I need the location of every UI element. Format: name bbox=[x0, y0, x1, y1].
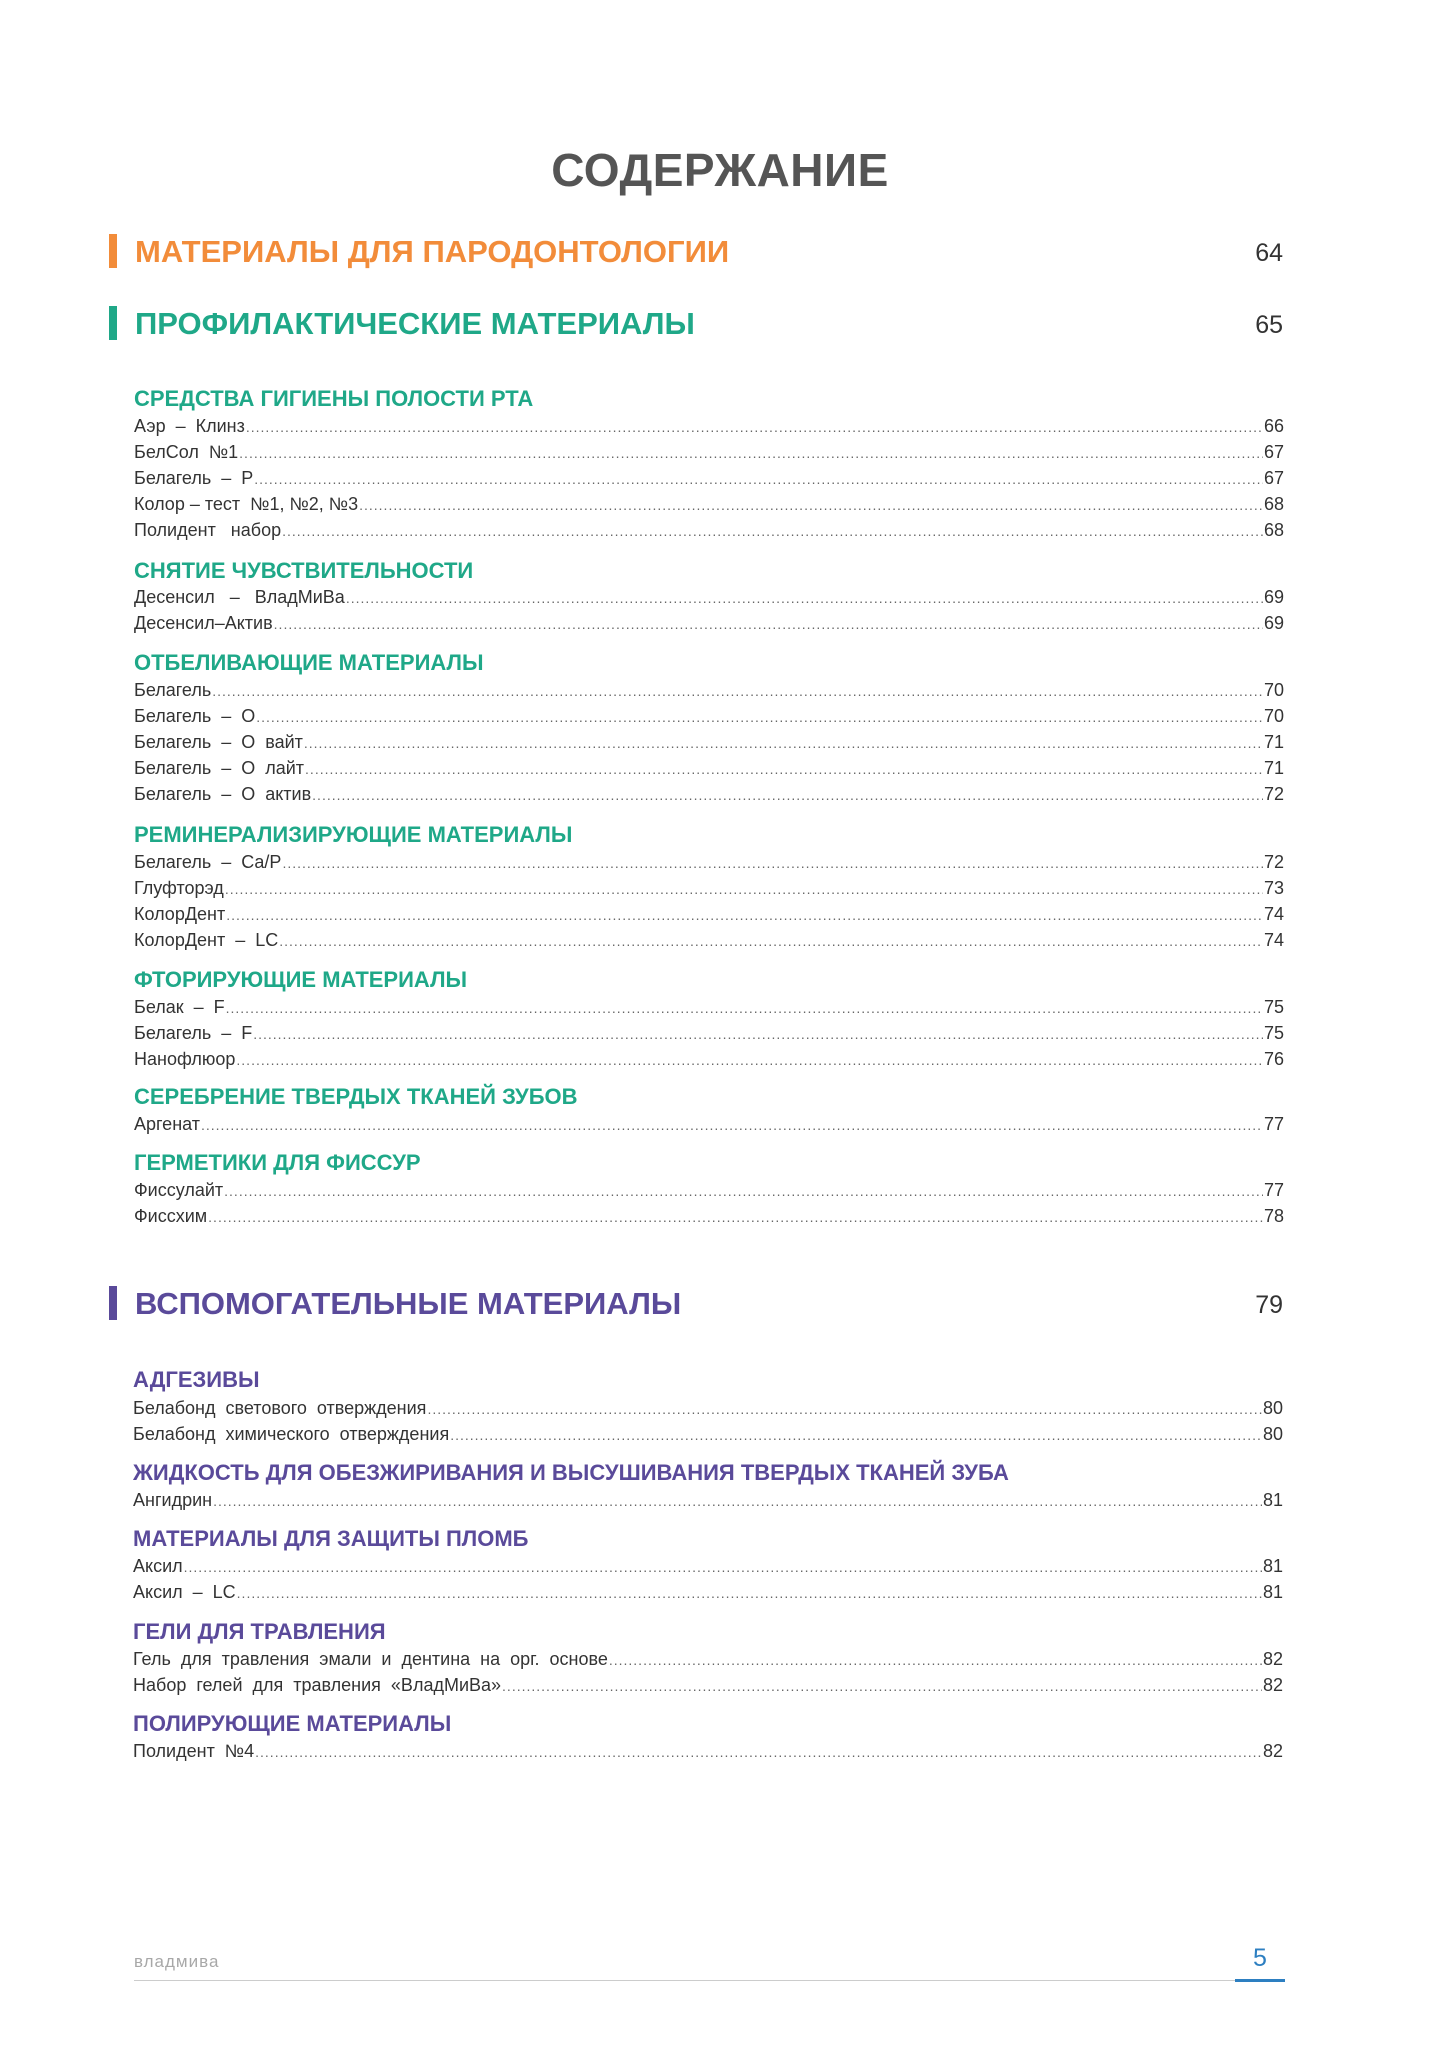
subsection-title: РЕМИНЕРАЛИЗИРУЮЩИЕ МАТЕРИАЛЫ bbox=[134, 822, 573, 847]
dot-leader bbox=[305, 757, 1263, 781]
toc-entry-page: 71 bbox=[1263, 732, 1284, 752]
toc-entry-page: 74 bbox=[1263, 904, 1284, 924]
toc-entry-label: Фиссхим bbox=[134, 1206, 208, 1226]
toc-entry-label: Аэр – Клинз bbox=[134, 416, 245, 436]
toc-entry[interactable] bbox=[134, 850, 1284, 874]
dot-leader bbox=[246, 415, 1263, 439]
toc-entry[interactable] bbox=[134, 756, 1284, 780]
toc-entry[interactable] bbox=[133, 1488, 1283, 1512]
toc-entry-page: 82 bbox=[1262, 1675, 1283, 1695]
dot-leader bbox=[253, 1022, 1263, 1046]
toc-entry-label: Нанофлюор bbox=[134, 1049, 236, 1069]
toc-entry[interactable] bbox=[134, 1021, 1284, 1045]
dot-leader bbox=[212, 679, 1263, 703]
toc-entry-label: БелСол №1 bbox=[134, 442, 239, 462]
toc-entry[interactable] bbox=[134, 611, 1284, 635]
dot-leader bbox=[226, 996, 1263, 1020]
toc-entry[interactable] bbox=[134, 995, 1284, 1019]
dot-leader bbox=[224, 1179, 1263, 1203]
toc-entry-label: Белагель – О актив bbox=[134, 784, 312, 804]
toc-entry-page: 68 bbox=[1263, 520, 1284, 540]
toc-entry-label: Белагель – Са/Р bbox=[134, 852, 282, 872]
section-page-number: 79 bbox=[1255, 1291, 1283, 1319]
toc-entry[interactable] bbox=[134, 782, 1284, 806]
toc-entry-label: Белак – F bbox=[134, 997, 225, 1017]
toc-entry[interactable] bbox=[134, 876, 1284, 900]
toc-entry[interactable] bbox=[134, 518, 1284, 542]
toc-entry[interactable] bbox=[134, 928, 1284, 952]
toc-entry-page: 72 bbox=[1263, 784, 1284, 804]
dot-leader bbox=[427, 1397, 1262, 1421]
dot-leader bbox=[502, 1674, 1262, 1698]
toc-entry-page: 75 bbox=[1263, 997, 1284, 1017]
toc-entry[interactable] bbox=[134, 440, 1284, 464]
dot-leader bbox=[236, 1048, 1263, 1072]
dot-leader bbox=[282, 519, 1263, 543]
dot-leader bbox=[274, 612, 1263, 636]
toc-entry-page: 81 bbox=[1262, 1582, 1283, 1602]
toc-entry-label: Глуфторэд bbox=[134, 878, 224, 898]
toc-entry[interactable] bbox=[134, 1178, 1284, 1202]
toc-entry-label: Набор гелей для травления «ВладМиВа» bbox=[133, 1675, 502, 1695]
toc-entry-page: 75 bbox=[1263, 1023, 1284, 1043]
toc-entry-page: 68 bbox=[1263, 494, 1284, 514]
dot-leader bbox=[237, 1581, 1262, 1605]
dot-leader bbox=[256, 705, 1263, 729]
toc-entry-page: 82 bbox=[1262, 1741, 1283, 1761]
toc-entry-page: 76 bbox=[1263, 1049, 1284, 1069]
dot-leader bbox=[213, 1489, 1262, 1513]
dot-leader bbox=[226, 903, 1263, 927]
dot-leader bbox=[239, 441, 1263, 465]
toc-entry-label: Полидент набор bbox=[134, 520, 282, 540]
toc-entry-page: 67 bbox=[1263, 468, 1284, 488]
toc-entry-label: Гель для травления эмали и дентина на орг. основе bbox=[133, 1649, 608, 1669]
toc-entry-page: 73 bbox=[1263, 878, 1284, 898]
toc-entry[interactable] bbox=[134, 414, 1284, 438]
section-title: МАТЕРИАЛЫ ДЛЯ ПАРОДОНТОЛОГИИ bbox=[135, 234, 730, 269]
subsection-title: МАТЕРИАЛЫ ДЛЯ ЗАЩИТЫ ПЛОМБ bbox=[133, 1526, 529, 1551]
toc-entry[interactable] bbox=[134, 704, 1284, 728]
toc-entry-page: 80 bbox=[1262, 1398, 1283, 1418]
section-marker bbox=[109, 306, 117, 340]
section-marker bbox=[109, 1286, 117, 1320]
toc-entry-page: 66 bbox=[1263, 416, 1284, 436]
toc-entry-label: Белабонд светового отверждения bbox=[133, 1398, 427, 1418]
toc-entry-label: Аргенат bbox=[134, 1114, 200, 1134]
toc-entry[interactable] bbox=[134, 1112, 1284, 1136]
dot-leader bbox=[346, 586, 1263, 610]
toc-entry-page: 69 bbox=[1263, 587, 1284, 607]
subsection-title: АДГЕЗИВЫ bbox=[133, 1367, 260, 1392]
page-number: 5 bbox=[1253, 1944, 1267, 1972]
toc-entry[interactable] bbox=[133, 1554, 1283, 1578]
dot-leader bbox=[279, 929, 1263, 953]
subsection-title: СЕРЕБРЕНИЕ ТВЕРДЫХ ТКАНЕЙ ЗУБОВ bbox=[134, 1084, 578, 1109]
subsection-title: ПОЛИРУЮЩИЕ МАТЕРИАЛЫ bbox=[133, 1711, 452, 1736]
toc-entry[interactable] bbox=[133, 1673, 1283, 1697]
toc-entry[interactable] bbox=[134, 466, 1284, 490]
toc-entry-label: Десенсил–Актив bbox=[134, 613, 273, 633]
subsection-title: ГЕЛИ ДЛЯ ТРАВЛЕНИЯ bbox=[133, 1619, 386, 1644]
toc-entry[interactable] bbox=[134, 1204, 1284, 1228]
toc-entry-label: Белагель bbox=[134, 680, 212, 700]
toc-entry[interactable] bbox=[134, 730, 1284, 754]
subsection-title: ГЕРМЕТИКИ ДЛЯ ФИССУР bbox=[134, 1150, 421, 1175]
dot-leader bbox=[225, 877, 1263, 901]
toc-entry-label: Десенсил – ВладМиВа bbox=[134, 587, 345, 607]
section-page-number: 64 bbox=[1255, 239, 1283, 267]
toc-entry-page: 80 bbox=[1262, 1424, 1283, 1444]
dot-leader bbox=[184, 1555, 1262, 1579]
toc-entry-page: 72 bbox=[1263, 852, 1284, 872]
section-auxiliary[interactable] bbox=[109, 1284, 1283, 1324]
dot-leader bbox=[255, 1740, 1262, 1764]
toc-entry-label: Ангидрин bbox=[133, 1490, 213, 1510]
toc-entry-page: 71 bbox=[1263, 758, 1284, 778]
toc-entry-page: 82 bbox=[1262, 1649, 1283, 1669]
toc-entry-page: 69 bbox=[1263, 613, 1284, 633]
toc-entry-label: КолорДент bbox=[134, 904, 226, 924]
subsection-title: СНЯТИЕ ЧУВСТВИТЕЛЬНОСТИ bbox=[134, 558, 474, 583]
toc-entry[interactable] bbox=[134, 585, 1284, 609]
toc-entry[interactable] bbox=[133, 1422, 1283, 1446]
subsection-title: ОТБЕЛИВАЮЩИЕ МАТЕРИАЛЫ bbox=[134, 650, 484, 675]
toc-entry-label: Аксил bbox=[133, 1556, 183, 1576]
toc-entry-label: Белагель – О вайт bbox=[134, 732, 303, 752]
toc-entry-label: Аксил – LC bbox=[133, 1582, 236, 1602]
page-title: СОДЕРЖАНИЕ bbox=[551, 144, 889, 196]
footer-page-accent bbox=[1235, 1979, 1285, 1982]
toc-entry[interactable] bbox=[134, 492, 1284, 516]
toc-entry[interactable] bbox=[134, 678, 1284, 702]
toc-entry-page: 70 bbox=[1263, 706, 1284, 726]
section-title: ВСПОМОГАТЕЛЬНЫЕ МАТЕРИАЛЫ bbox=[135, 1286, 682, 1321]
subsection-title: ФТОРИРУЮЩИЕ МАТЕРИАЛЫ bbox=[134, 967, 468, 992]
section-prophylactic[interactable] bbox=[109, 304, 1283, 344]
section-title: ПРОФИЛАКТИЧЕСКИЕ МАТЕРИАЛЫ bbox=[135, 306, 695, 341]
toc-entry-page: 81 bbox=[1262, 1490, 1283, 1510]
toc-entry-page: 67 bbox=[1263, 442, 1284, 462]
section-page-number: 65 bbox=[1255, 311, 1283, 339]
toc-entry-label: Белагель – О лайт bbox=[134, 758, 305, 778]
subsection-title: ЖИДКОСТЬ ДЛЯ ОБЕЗЖИРИВАНИЯ И ВЫСУШИВАНИЯ ТВЕРДЫХ ТКАНЕЙ ЗУБА bbox=[133, 1460, 1009, 1485]
toc-entry[interactable] bbox=[133, 1580, 1283, 1604]
dot-leader bbox=[359, 493, 1263, 517]
footer-divider bbox=[134, 1980, 1284, 1981]
toc-entry[interactable] bbox=[134, 1047, 1284, 1071]
toc-entry[interactable] bbox=[133, 1396, 1283, 1420]
subsection-title: СРЕДСТВА ГИГИЕНЫ ПОЛОСТИ РТА bbox=[134, 386, 534, 411]
dot-leader bbox=[208, 1205, 1263, 1229]
toc-entry-page: 77 bbox=[1263, 1114, 1284, 1134]
toc-entry-page: 78 bbox=[1263, 1206, 1284, 1226]
dot-leader bbox=[201, 1113, 1263, 1137]
toc-entry-label: Белагель – F bbox=[134, 1023, 253, 1043]
toc-entry-page: 74 bbox=[1263, 930, 1284, 950]
section-marker bbox=[109, 234, 117, 268]
dot-leader bbox=[609, 1648, 1262, 1672]
toc-entry-label: КолорДент – LC bbox=[134, 930, 279, 950]
toc-entry[interactable] bbox=[133, 1739, 1283, 1763]
section-periodontology[interactable] bbox=[109, 232, 1283, 272]
dot-leader bbox=[450, 1423, 1262, 1447]
toc-entry-label: Белагель – Р bbox=[134, 468, 254, 488]
dot-leader bbox=[312, 783, 1263, 807]
toc-entry-page: 70 bbox=[1263, 680, 1284, 700]
toc-entry-page: 81 bbox=[1262, 1556, 1283, 1576]
toc-entry[interactable] bbox=[133, 1647, 1283, 1671]
footer-brand: владмива bbox=[134, 1952, 220, 1971]
toc-entry-label: Полидент №4 bbox=[133, 1741, 255, 1761]
dot-leader bbox=[254, 467, 1263, 491]
dot-leader bbox=[282, 851, 1263, 875]
toc-entry-label: Колор – тест №1, №2, №3 bbox=[134, 494, 359, 514]
toc-entry[interactable] bbox=[134, 902, 1284, 926]
dot-leader bbox=[304, 731, 1263, 755]
toc-entry-label: Белабонд химического отверждения bbox=[133, 1424, 450, 1444]
toc-entry-page: 77 bbox=[1263, 1180, 1284, 1200]
toc-entry-label: Белагель – О bbox=[134, 706, 256, 726]
toc-entry-label: Фиссулайт bbox=[134, 1180, 224, 1200]
